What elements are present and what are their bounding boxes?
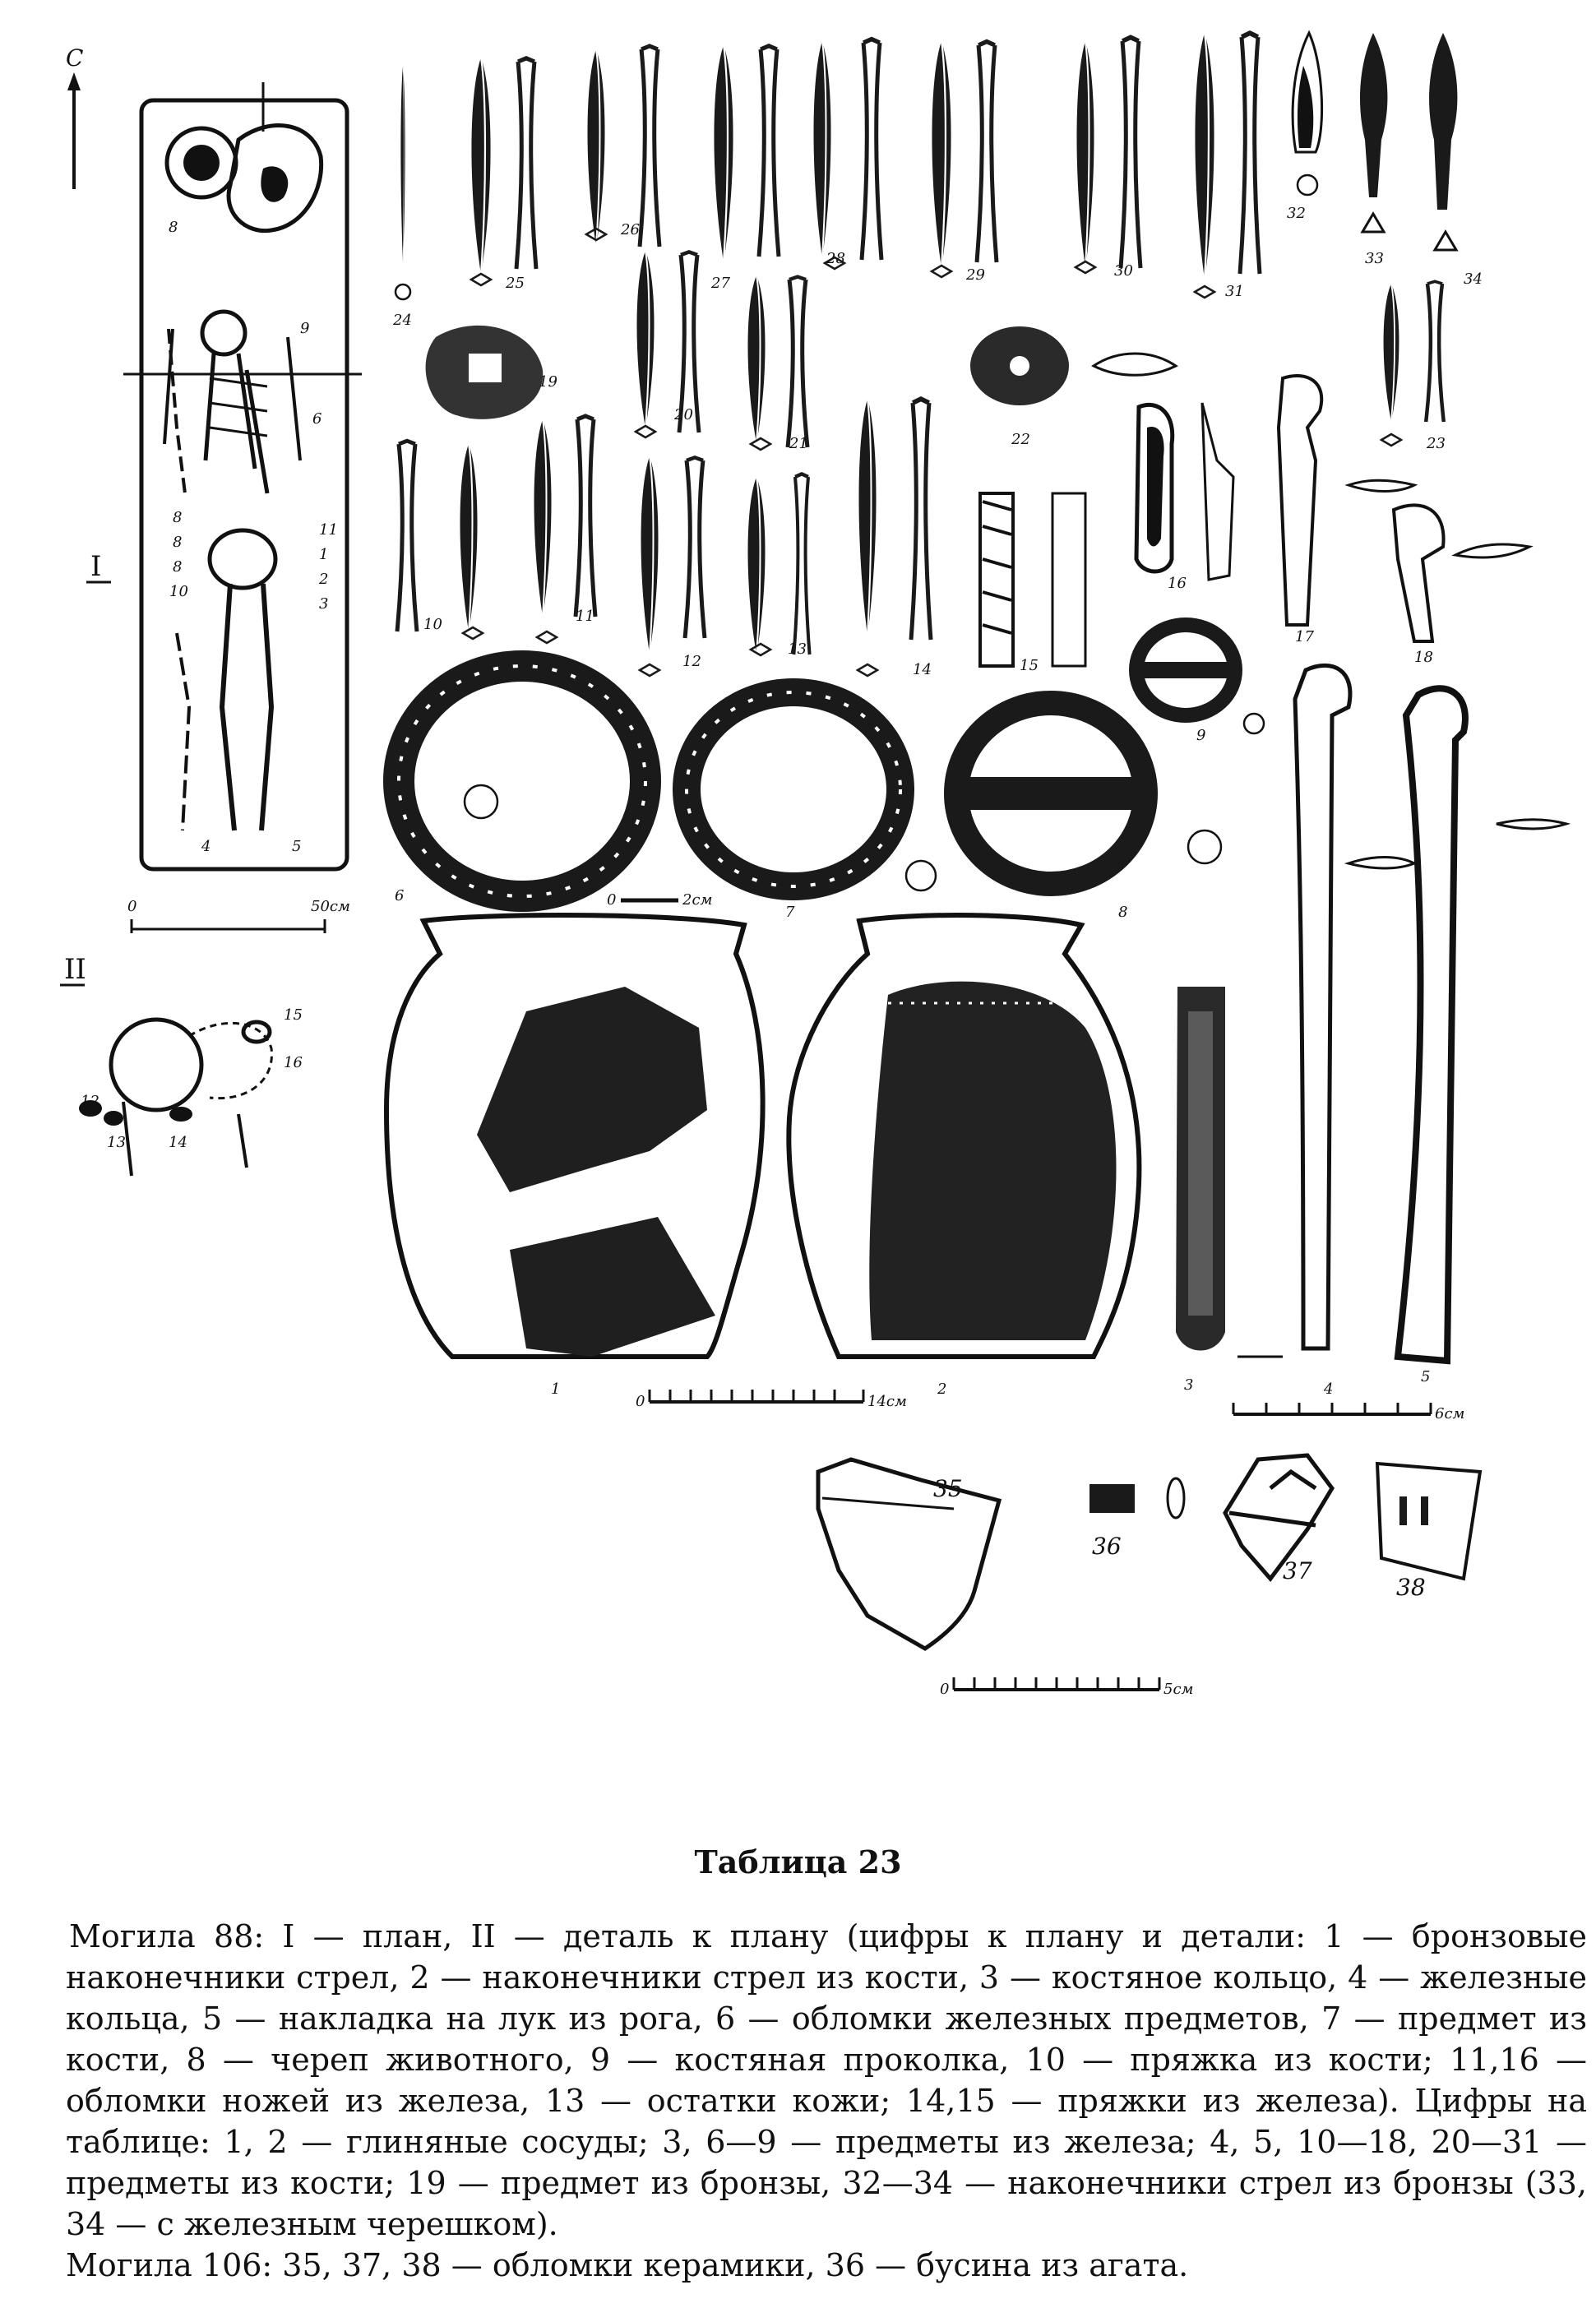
svg-text:5: 5 <box>1421 1368 1431 1385</box>
svg-text:35: 35 <box>933 1475 963 1502</box>
svg-text:36: 36 <box>1092 1533 1122 1560</box>
svg-text:14: 14 <box>169 1134 187 1151</box>
arrowhead-row-middle <box>636 251 1446 452</box>
svg-text:9: 9 <box>1196 727 1206 744</box>
plan-number: 8 <box>173 534 183 551</box>
plan-number: 3 <box>319 595 329 613</box>
svg-text:24: 24 <box>393 312 412 329</box>
clay-vessel-1 <box>386 915 763 1398</box>
iron-rings <box>395 625 1264 921</box>
plan-number: 4 <box>201 838 211 855</box>
grave106-scale-bar <box>940 1677 1193 1698</box>
plan-number: 8 <box>169 219 178 236</box>
caption-paragraph-grave-88: Могила 88: I — план, II — деталь к плану (цифры к плану и детали: 1 — бронзовые наконечники стрел, 2 — наконечники стрел из кости, 3 — костяное кольцо, 4 — железные кольца, 5 — накладка на лук из рога, 6 — обломки железных предметов, 7 — предмет из кости, 8 — череп животного, 9 — костяная проколка, 10 — пряжка из кости; 11,16 — обломки ножей из железа, 13 — остатки кожи; 14,15 — пряжки из железа). Цифры на таблице: 1, 2 — глиняные сосуды; 3, 6—9 — предметы из железа; 4, 5, 10—18, 20—31 — предметы из кости; 19 — предмет из бронзы, 32—34 — наконечники стрел из бронзы (33, 34 — с железным черешком). <box>66 1918 1587 2242</box>
svg-text:12: 12 <box>682 653 701 670</box>
svg-text:6: 6 <box>395 887 405 904</box>
svg-text:0: 0 <box>127 898 137 915</box>
clay-vessel-2 <box>789 915 1139 1398</box>
caption-paragraph-grave-106: Могила 106: 35, 37, 38 — обломки керамики, 36 — бусина из агата. <box>66 2247 1189 2283</box>
svg-text:29: 29 <box>966 266 985 284</box>
svg-text:20: 20 <box>674 406 693 423</box>
svg-text:13: 13 <box>788 641 807 658</box>
north-label: С <box>66 44 84 72</box>
plan-scale-bar <box>127 898 350 933</box>
bow-overlays <box>1295 665 1566 1398</box>
plan-number: 11 <box>319 521 338 539</box>
svg-text:16: 16 <box>284 1054 303 1071</box>
svg-text:6см: 6см <box>1435 1405 1465 1422</box>
vessel-scale-bar <box>636 1390 907 1410</box>
svg-text:0: 0 <box>607 891 617 909</box>
svg-text:16: 16 <box>1168 575 1187 592</box>
svg-text:15: 15 <box>284 1006 303 1024</box>
svg-text:26: 26 <box>621 221 640 238</box>
item-19 <box>426 326 557 419</box>
bone-items <box>980 376 1529 674</box>
plan-number: 6 <box>312 410 322 428</box>
arrowhead-row-top <box>392 33 1483 329</box>
svg-text:II: II <box>64 953 86 986</box>
svg-text:8: 8 <box>1118 904 1128 921</box>
plan-number: 9 <box>300 320 310 337</box>
svg-text:25: 25 <box>506 275 525 292</box>
svg-text:14: 14 <box>913 661 932 678</box>
plan-number: 2 <box>319 571 329 588</box>
item-3 <box>1176 987 1283 1394</box>
ring-scale-bar <box>607 891 712 909</box>
svg-text:4: 4 <box>1324 1381 1334 1398</box>
svg-text:32: 32 <box>1287 205 1306 222</box>
svg-text:37: 37 <box>1283 1557 1312 1584</box>
arrowhead-row-lower <box>397 399 932 678</box>
caption-title: Таблица 23 <box>694 1843 902 1880</box>
plan-number: 8 <box>173 509 183 526</box>
svg-text:2см: 2см <box>682 891 713 909</box>
svg-text:5см: 5см <box>1163 1681 1194 1698</box>
svg-text:50см: 50см <box>311 898 350 915</box>
svg-text:34: 34 <box>1464 271 1483 288</box>
svg-text:14см: 14см <box>867 1393 907 1410</box>
plan-number: 8 <box>173 558 183 576</box>
north-arrow <box>66 44 83 189</box>
svg-text:10: 10 <box>423 616 442 633</box>
svg-text:11: 11 <box>576 608 594 625</box>
svg-text:27: 27 <box>711 275 730 292</box>
plan-number: 10 <box>169 583 188 600</box>
svg-text:7: 7 <box>785 904 795 921</box>
plan-number: 1 <box>319 546 329 563</box>
svg-text:30: 30 <box>1114 262 1133 280</box>
caption <box>66 1916 1587 2286</box>
svg-text:38: 38 <box>1396 1574 1426 1601</box>
svg-text:23: 23 <box>1427 435 1446 452</box>
svg-text:33: 33 <box>1365 250 1384 267</box>
plan-number: 5 <box>292 838 302 855</box>
grave-106-items <box>818 1455 1480 1649</box>
plan-detail <box>60 953 303 1176</box>
svg-text:1: 1 <box>551 1381 561 1398</box>
svg-text:12: 12 <box>81 1093 99 1110</box>
svg-text:13: 13 <box>107 1134 126 1151</box>
svg-text:21: 21 <box>789 435 808 452</box>
svg-text:22: 22 <box>1011 431 1030 448</box>
svg-text:0: 0 <box>940 1681 950 1698</box>
grave-plan <box>86 82 362 869</box>
svg-text:15: 15 <box>1020 657 1039 674</box>
svg-text:0: 0 <box>636 1393 645 1410</box>
svg-text:31: 31 <box>1225 283 1244 300</box>
svg-text:2: 2 <box>937 1381 947 1398</box>
svg-text:3: 3 <box>1184 1376 1194 1394</box>
bone-scale-bar <box>1233 1403 1464 1422</box>
svg-text:17: 17 <box>1295 628 1314 645</box>
plan-roman-label: I <box>90 550 102 583</box>
svg-text:19: 19 <box>539 373 557 391</box>
svg-text:28: 28 <box>826 250 845 267</box>
svg-text:18: 18 <box>1414 649 1433 666</box>
